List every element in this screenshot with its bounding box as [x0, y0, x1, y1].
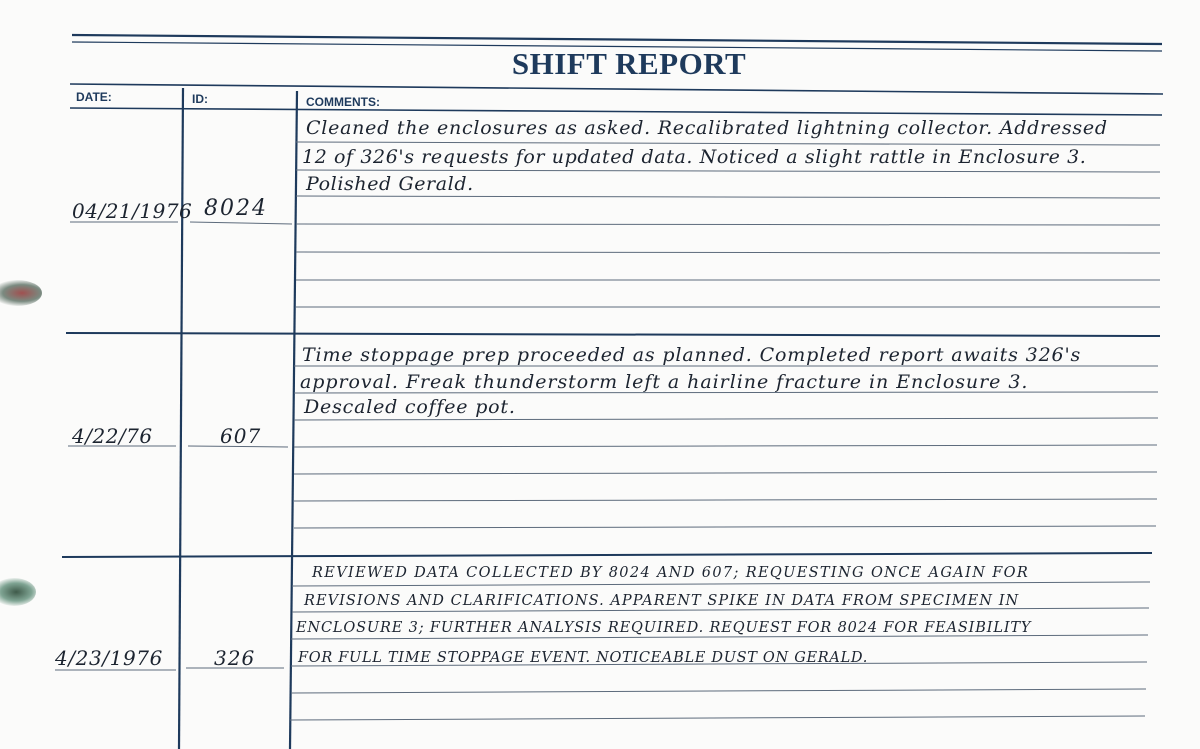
- page-title: SHIFT REPORT: [511, 46, 747, 81]
- entry-id: 326: [214, 646, 256, 670]
- entry-id: 8024: [204, 196, 268, 221]
- entry-comment-line: Cleaned the enclosures as asked. Recalibrated lightning collector. Addressed: [306, 117, 1108, 139]
- id-column-header: ID:: [192, 92, 208, 106]
- entry-comment-line: 12 of 326's requests for updated data. Noticed a slight rattle in Enclosure 3.: [302, 146, 1087, 168]
- entry-date: 04/21/1976: [72, 199, 193, 223]
- entry-comment-line: Descaled coffee pot.: [304, 396, 516, 418]
- comments-column-header: COMMENTS:: [306, 95, 380, 109]
- entry-comment-line: ENCLOSURE 3; FURTHER ANALYSIS REQUIRED. REQUEST FOR 8024 FOR FEASIBILITY: [296, 620, 1032, 636]
- date-column-header: DATE:: [76, 90, 112, 104]
- entry-comment-line: approval. Freak thunderstorm left a hairline fracture in Enclosure 3.: [300, 371, 1029, 393]
- entry-comment-line: REVIEWED DATA COLLECTED BY 8024 AND 607; REQUESTING ONCE AGAIN FOR: [312, 565, 1030, 581]
- entry-comment-line: Polished Gerald.: [306, 173, 474, 195]
- entry-comment-line: Time stoppage prep proceeded as planned. Completed report awaits 326's: [302, 344, 1082, 366]
- entry-id: 607: [220, 424, 262, 448]
- entry-comment-line: FOR FULL TIME STOPPAGE EVENT. NOTICEABLE DUST ON GERALD.: [298, 650, 869, 666]
- entry-date: 4/22/76: [72, 424, 153, 448]
- entry-date: 4/23/1976: [55, 646, 163, 670]
- entry-comment-line: REVISIONS AND CLARIFICATIONS. APPARENT SPIKE IN DATA FROM SPECIMEN IN: [304, 593, 1020, 609]
